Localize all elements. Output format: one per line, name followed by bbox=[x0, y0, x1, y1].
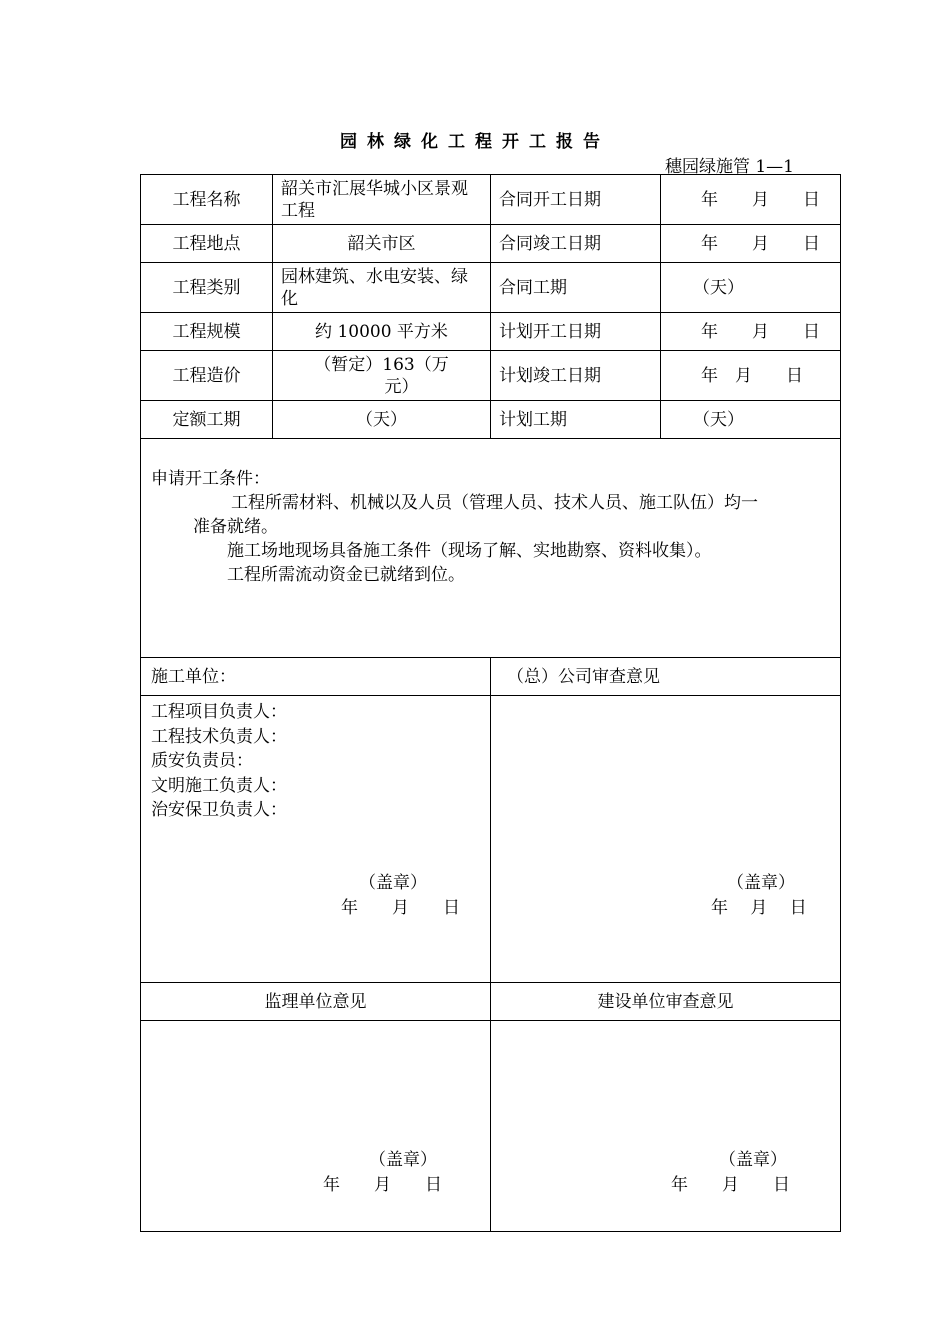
supervision-body bbox=[141, 1021, 491, 1232]
field-label: 计划开工日期 bbox=[491, 313, 661, 351]
table-row bbox=[141, 351, 841, 401]
date-value: 年 月 日 bbox=[661, 351, 841, 401]
date-label: 年 月 日 bbox=[341, 898, 460, 918]
role-label: 治安保卫负责人： bbox=[151, 800, 287, 820]
table-row bbox=[141, 313, 841, 351]
report-table bbox=[140, 174, 841, 1232]
project-type-value: 园林建筑、水电安装、绿化 bbox=[273, 263, 491, 313]
field-label: 工程规模 bbox=[141, 313, 273, 351]
company-review-heading: （总）公司审查意见 bbox=[491, 658, 841, 696]
field-label: 合同开工日期 bbox=[491, 175, 661, 225]
field-label: 合同竣工日期 bbox=[491, 225, 661, 263]
condition-line: 准备就绪。 bbox=[193, 517, 278, 537]
field-label: 工程名称 bbox=[141, 175, 273, 225]
role-label: 工程技术负责人： bbox=[151, 726, 287, 747]
duration-value: （天） bbox=[661, 401, 841, 439]
date-value: 年 月 日 bbox=[661, 175, 841, 225]
cost-line-2: 元） bbox=[384, 376, 419, 397]
field-label: 工程地点 bbox=[141, 225, 273, 263]
conditions-heading: 申请开工条件： bbox=[151, 469, 270, 489]
company-review-body bbox=[491, 696, 841, 983]
table-row bbox=[141, 225, 841, 263]
section-header-row bbox=[141, 983, 841, 1021]
role-label: 工程项目负责人： bbox=[151, 702, 287, 722]
table-row bbox=[141, 263, 841, 313]
stamp-label: （盖章） bbox=[727, 873, 795, 893]
role-label: 文明施工负责人： bbox=[151, 775, 287, 796]
condition-line: 工程所需材料、机械以及人员（管理人员、技术人员、施工队伍）均一 bbox=[231, 493, 758, 513]
field-label: 工程类别 bbox=[141, 263, 273, 313]
field-label: 计划竣工日期 bbox=[491, 351, 661, 401]
date-value: 年 月 日 bbox=[661, 225, 841, 263]
condition-line: 施工场地现场具备施工条件（现场了解、实地勘察、资料收集）。 bbox=[227, 541, 712, 561]
supervision-heading: 监理单位意见 bbox=[141, 983, 491, 1021]
conditions-cell bbox=[141, 439, 841, 658]
date-label: 年 月 日 bbox=[323, 1175, 442, 1195]
opinion-row bbox=[141, 1021, 841, 1232]
owner-review-body bbox=[491, 1021, 841, 1232]
owner-review-heading: 建设单位审查意见 bbox=[491, 983, 841, 1021]
construction-signatures bbox=[141, 696, 491, 983]
table-row bbox=[141, 401, 841, 439]
quota-duration-value: （天） bbox=[273, 401, 491, 439]
role-label: 质安负责员： bbox=[151, 751, 253, 771]
signature-row bbox=[141, 696, 841, 983]
stamp-label: （盖章） bbox=[719, 1150, 787, 1170]
project-name-value: 韶关市汇展华城小区景观工程 bbox=[273, 175, 491, 225]
project-cost-value bbox=[273, 351, 491, 401]
construction-unit-heading: 施工单位： bbox=[141, 658, 491, 696]
project-location-value: 韶关市区 bbox=[273, 225, 491, 263]
section-header-row bbox=[141, 658, 841, 696]
field-label: 定额工期 bbox=[141, 401, 273, 439]
duration-value: （天） bbox=[661, 263, 841, 313]
table-row bbox=[141, 175, 841, 225]
cost-line-1: （暂定）163（万 bbox=[314, 354, 449, 375]
stamp-label: （盖章） bbox=[369, 1150, 437, 1170]
page-title: 园林绿化工程开工报告 bbox=[340, 132, 610, 152]
conditions-row bbox=[141, 439, 841, 658]
condition-line: 工程所需流动资金已就绪到位。 bbox=[227, 565, 465, 585]
form-number: 穗园绿施管 1—1 bbox=[664, 157, 794, 177]
field-label: 合同工期 bbox=[491, 263, 661, 313]
field-label: 工程造价 bbox=[141, 351, 273, 401]
date-label: 年 月 日 bbox=[671, 1175, 790, 1195]
stamp-label: （盖章） bbox=[359, 873, 427, 893]
date-value: 年 月 日 bbox=[661, 313, 841, 351]
field-label: 计划工期 bbox=[491, 401, 661, 439]
project-scale-value: 约 10000 平方米 bbox=[273, 313, 491, 351]
date-label: 年 月 日 bbox=[711, 898, 807, 918]
